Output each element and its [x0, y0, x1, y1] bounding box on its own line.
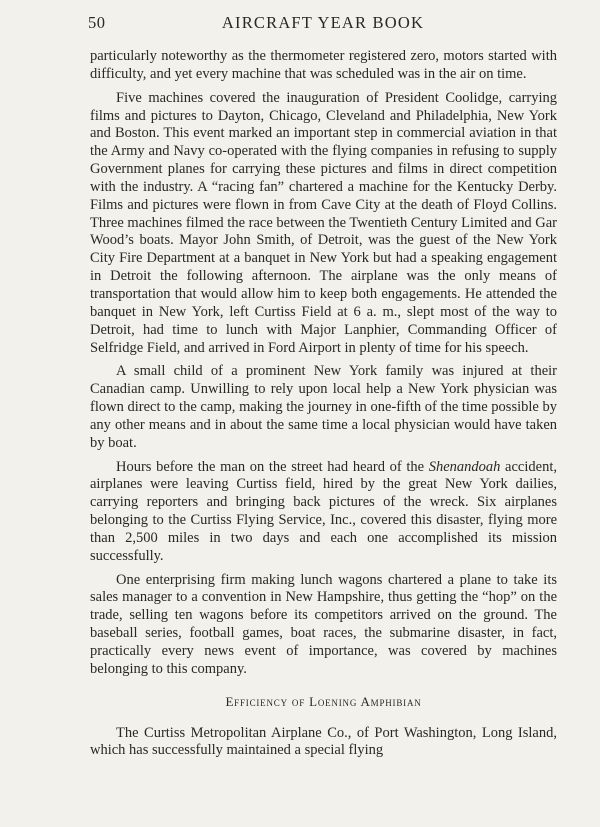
- paragraph-continuation: particularly noteworthy as the thermometer registered zero, motors started with difficulty, and yet every machine that was scheduled was in the air on time.: [90, 48, 557, 82]
- paragraph-shenandoah: [90, 459, 557, 566]
- page-number: 50: [88, 13, 106, 32]
- paragraph-canadian-camp: A small child of a prominent New York family was injured at their Canadian camp. Unwilling to rely upon local help a New York physician was flown direct to the camp, making the journey in one-fifth of the time possible by any other means and in about the same time a local physician would have taken by boat.: [90, 363, 557, 451]
- paragraph-inauguration: Five machines covered the inauguration of President Coolidge, carrying films and pictures to Dayton, Chicago, Cleveland and Philadelphia, New York and Boston. This event marked an important step in commercial aviation in that the Army and Navy co-operated with the flying companies in refusing to supply Government planes for carrying these pictures and films in direct competition with the industry. A “racing fan” chartered a machine for the Kentucky Derby. Films and pictures were flown in from Cave City at the death of Floyd Collins. Three machines filmed the race between the Twentieth Century Limited and Gar Wood’s boats. Mayor John Smith, of Detroit, was the guest of the New York City Fire Department at a banquet in New York but had a speaking engagement in Detroit the following afternoon. The airplane was the only means of transportation that would allow him to keep both engagements. He attended the banquet in New York, left Curtiss Field at 6 a. m., slept most of the way to Detroit, had time to lunch with Major Lanphier, Commanding Officer of Selfridge Field, and arrived in Ford Airport in plenty of time for his speech.: [90, 89, 557, 356]
- shenandoah-text-before: Hours before the man on the street had heard of the: [116, 458, 429, 475]
- paragraph-curtiss-metropolitan: The Curtiss Metropolitan Airplane Co., of Port Washington, Long Island, which has successfully maintained a special flying: [90, 724, 557, 759]
- section-heading: Efficiency of Loening Amphibian: [225, 693, 422, 709]
- running-head: AIRCRAFT YEAR BOOK: [221, 13, 425, 32]
- body-text: [90, 48, 557, 766]
- shenandoah-text-after: accident, airplanes were leaving Curtiss field, hired by the great New York dailies, carrying reporters and bringing back pictures of the wreck. Six airplanes belonging to the Curtiss Flying Service, Inc., covered this disaster, flying more than 2,500 miles in two days and each one accomplished its mission successfully.: [90, 458, 557, 564]
- page-header: [88, 13, 558, 35]
- paragraph-lunch-wagons: One enterprising firm making lunch wagons chartered a plane to take its sales manager to a convention in New Hampshire, thus getting the “hop” on the trade, selling ten wagons before its competitors arrived on the ground. The baseball series, football games, boat races, the submarine disaster, in fact, practically every news event of importance, was covered by machines belonging to this company.: [90, 571, 557, 677]
- shenandoah-italic: Shenandoah: [428, 458, 501, 475]
